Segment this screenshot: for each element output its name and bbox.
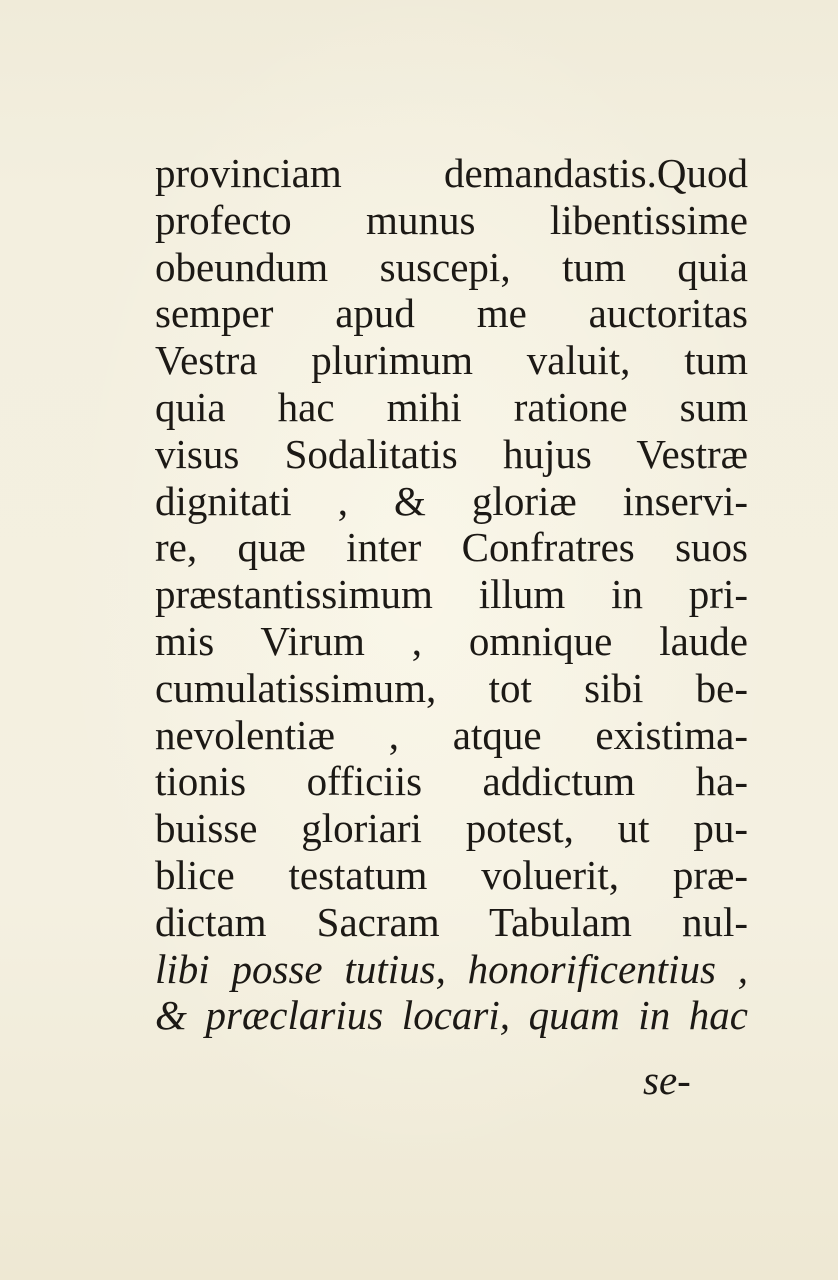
text-line: semper apud me auctoritas xyxy=(155,290,748,337)
text-line: nevolentiæ , atque existima- xyxy=(155,711,748,758)
text-line: quia hac mihi ratione sum xyxy=(155,383,748,430)
text-line: obeundum suscepi, tum quia xyxy=(155,243,748,290)
text-line: blice testatum voluerit, præ- xyxy=(155,851,748,898)
text-line: dictam Sacram Tabulam nul- xyxy=(155,898,748,945)
text-line-italic: libi posse tutius, honorificentius , xyxy=(155,945,748,992)
text-line-italic: & præclarius locari, quam in hac xyxy=(155,992,748,1039)
text-line: præstantissimum illum in pri- xyxy=(155,571,748,618)
text-line: buisse gloriari potest, ut pu- xyxy=(155,805,748,852)
text-line: cumulatissimum, tot sibi be- xyxy=(155,664,748,711)
catchword: se- xyxy=(643,1057,691,1103)
text-line: tionis officiis addictum ha- xyxy=(155,758,748,805)
text-line: mis Virum , omnique laude xyxy=(155,617,748,664)
text-line: Vestra plurimum valuit, tum xyxy=(155,337,748,384)
text-line: re, quæ inter Confratres suos xyxy=(155,524,748,571)
text-line: visus Sodalitatis hujus Vestræ xyxy=(155,430,748,477)
text-line: dignitati , & gloriæ inservi- xyxy=(155,477,748,524)
body-text xyxy=(155,150,748,1039)
text-line: provinciam demandastis.Quod xyxy=(155,150,748,196)
text-line: profecto munus libentissime xyxy=(155,196,748,243)
